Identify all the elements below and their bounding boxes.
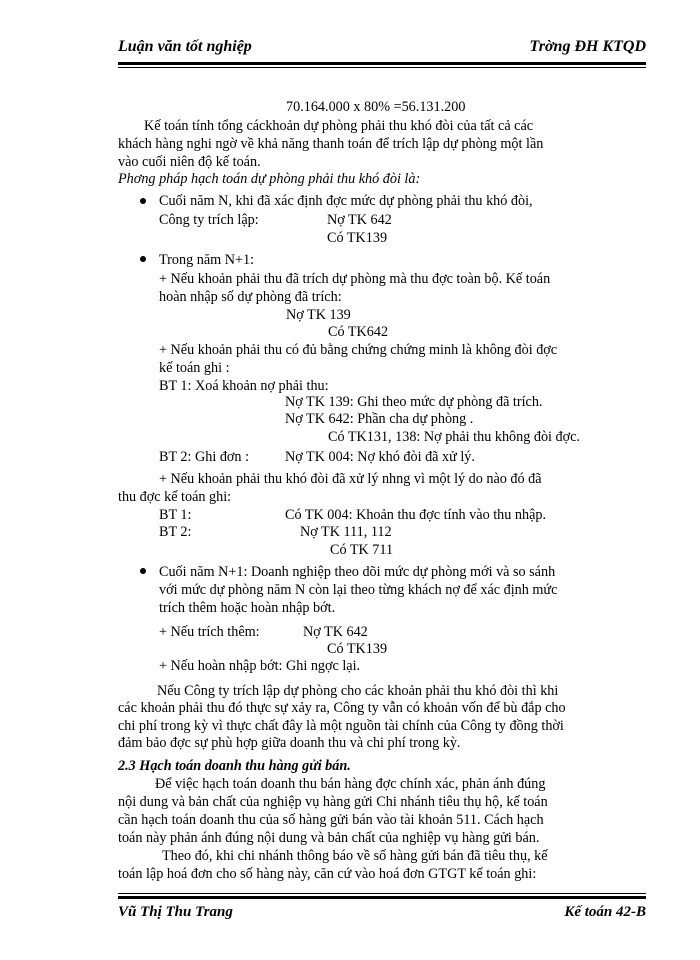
entry-credit: Có TK642 (328, 324, 389, 340)
bullet-dot (140, 568, 146, 574)
entry-debit: Nợ TK 139: Ghi theo mức dự phòng đã trích. (285, 394, 543, 410)
entry-label: Công ty trích lập: (159, 212, 259, 228)
entry-label: BT 1: Xoá khoản nợ phải thu: (159, 378, 329, 394)
bullet-text: Cuối năm N+1: Doanh nghiệp theo dõi mức dự phòng mới và so sánh (159, 564, 556, 580)
entry-label: BT 1: (159, 507, 192, 523)
plus-item: + Nếu khoản phải thu đã trích dự phòng mà thu đợc toàn bộ. Kế toán (159, 271, 551, 287)
italic-heading: Phơng pháp hạch toán dự phòng phải thu khó đòi là: (118, 171, 421, 187)
page-footer (118, 904, 646, 926)
paragraph-line: vào cuối niên độ kế toán. (118, 154, 261, 170)
entry-credit: Có TK139 (327, 641, 388, 657)
bullet-dot (140, 198, 146, 204)
footer-rule-thick (118, 896, 646, 899)
page-header (118, 38, 646, 60)
paragraph-line: thu đợc kế toán ghi: (118, 489, 232, 505)
paragraph-line: nội dung và bản chất của nghiệp vụ hàng gửi Chi nhánh tiêu thụ hộ, kế toán (118, 794, 548, 810)
paragraph-line: hoàn nhập số dự phòng đã trích: (159, 289, 342, 305)
footer-left: Vũ Thị Thu Trang (118, 904, 233, 920)
entry-credit: Có TK 711 (330, 542, 394, 558)
entry-debit: Nợ TK 642: Phần cha dự phòng . (285, 411, 474, 427)
entry-credit: Có TK131, 138: Nợ phải thu không đòi đợc. (328, 429, 580, 445)
entry-label: BT 2: (159, 524, 192, 540)
paragraph-line: cần hạch toán doanh thu của số hàng gửi bán vào tài khoản 511. Cách hạch (118, 812, 544, 828)
paragraph-line: đảm bảo đợc sự phù hợp giữa doanh thu và chi phí trong kỳ. (118, 735, 461, 751)
paragraph-line: kế toán ghi : (159, 360, 230, 376)
paragraph-line: chi phí trong kỳ vì thực chất đây là một nguồn tài chính của Công ty đồng thời (118, 718, 564, 734)
bullet-text: Trong năm N+1: (159, 252, 254, 268)
paragraph-line: Nếu Công ty trích lập dự phòng cho các khoản phải thu khó đòi thì khi (157, 683, 559, 699)
entry-credit: Có TK 004: Khoản thu đợc tính vào thu nhập. (285, 507, 547, 523)
paragraph-line: toán lập hoá đơn cho số hàng này, căn cứ vào hoá đơn GTGT kế toán ghi: (118, 866, 537, 882)
entry-debit: Nợ TK 004: Nợ khó đòi đã xử lý. (285, 449, 475, 465)
section-heading: 2.3 Hạch toán doanh thu hàng gửi bán. (118, 758, 351, 774)
paragraph-line: các khoản phải thu đó thực sự xảy ra, Công ty vẫn có khoản vốn để bù đắp cho (118, 700, 566, 716)
bullet-dot (140, 256, 146, 262)
plus-item: + Nếu trích thêm: (159, 624, 260, 640)
header-left: Luận văn tốt nghiệp (118, 38, 252, 55)
paragraph-line: trích thêm hoặc hoàn nhập bớt. (159, 600, 336, 616)
plus-item: + Nếu khoản phải thu có đủ bằng chứng chứng minh là không đòi đợc (159, 342, 558, 358)
bullet-text: Cuối năm N, khi đã xác định đợc mức dự phòng phải thu khó đòi, (159, 193, 533, 209)
entry-debit: Nợ TK 111, 112 (300, 524, 392, 540)
paragraph-line: Để việc hạch toán doanh thu bán hàng đợc chính xác, phản ánh đúng (155, 776, 546, 792)
entry-debit: Nợ TK 642 (327, 212, 392, 228)
footer-rule-thin (118, 893, 646, 894)
paragraph-line: khách hàng nghi ngờ về khả năng thanh toán để trích lập dự phòng một lần (118, 136, 544, 152)
header-rule-thick (118, 62, 646, 65)
paragraph-line: với mức dự phòng năm N còn lại theo từng khách nợ để xác định mức (159, 582, 558, 598)
formula-line: 70.164.000 x 80% =56.131.200 (286, 99, 466, 115)
footer-right: Kế toán 42-B (564, 904, 646, 920)
plus-item: + Nếu khoản phải thu khó đòi đã xử lý nhng vì một lý do nào đó đã (159, 471, 542, 487)
entry-credit: Có TK139 (327, 230, 388, 246)
paragraph-line: toán này phản ánh đúng nội dung và bản chất của nghiệp vụ hàng gửi bán. (118, 830, 540, 846)
paragraph-line: Theo đó, khi chi nhánh thông báo về số hàng gửi bán đã tiêu thụ, kế (162, 848, 548, 864)
entry-label: BT 2: Ghi đơn : (159, 449, 250, 465)
paragraph-line: Kế toán tính tổng cáckhoản dự phòng phải thu khó đòi của tất cả các (144, 118, 534, 134)
plus-item: + Nếu hoàn nhập bớt: Ghi ngợc lại. (159, 658, 361, 674)
entry-debit: Nợ TK 139 (286, 307, 351, 323)
entry-debit: Nợ TK 642 (303, 624, 368, 640)
header-right: Trờng ĐH KTQD (529, 38, 646, 55)
header-rule-thin (118, 67, 646, 68)
